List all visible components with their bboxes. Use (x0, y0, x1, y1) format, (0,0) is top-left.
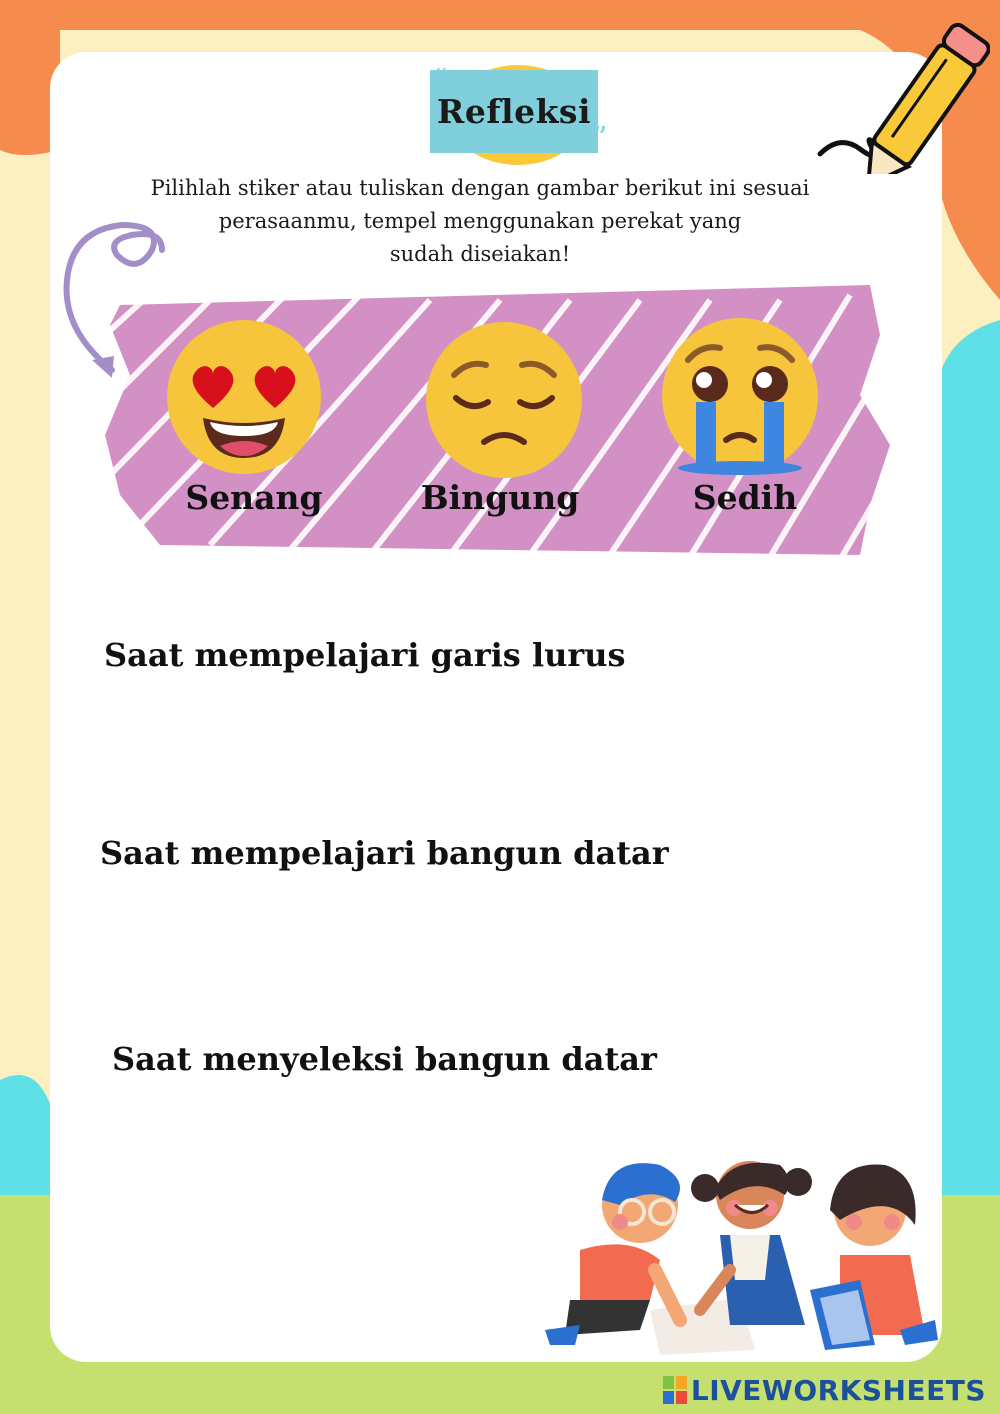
page-title: Refleksi (436, 92, 592, 131)
pencil-icon (810, 14, 990, 174)
instructions-line: Pilihlah stiker atau tuliskan dengan gambar berikut ini sesuai (150, 176, 810, 200)
emotion-label-senang: Senang (185, 478, 323, 517)
emotion-label-bingung: Bingung (420, 478, 580, 517)
liveworksheets-brand[interactable] (663, 1372, 986, 1408)
children-illustration (540, 1150, 940, 1360)
emotion-label-sedih: Sedih (692, 478, 798, 517)
liveworksheets-logo-icon (663, 1376, 687, 1404)
question-1: Saat mempelajari garis lurus (104, 636, 626, 674)
svg-text:“: “ (432, 63, 448, 98)
crying-face-icon (660, 318, 820, 478)
svg-text:”: ” (592, 121, 608, 156)
pensive-face-icon (424, 320, 584, 480)
instructions-line: sudah diseiakan! (389, 242, 571, 266)
instructions-text (100, 172, 860, 271)
heart-eyes-face-icon (165, 318, 323, 476)
question-2: Saat mempelajari bangun datar (100, 834, 669, 872)
brand-name: LIVEWORKSHEETS (690, 1373, 986, 1407)
question-3: Saat menyeleksi bangun datar (112, 1040, 657, 1078)
instructions-line: perasaanmu, tempel menggunakan perekat yang (218, 209, 742, 233)
